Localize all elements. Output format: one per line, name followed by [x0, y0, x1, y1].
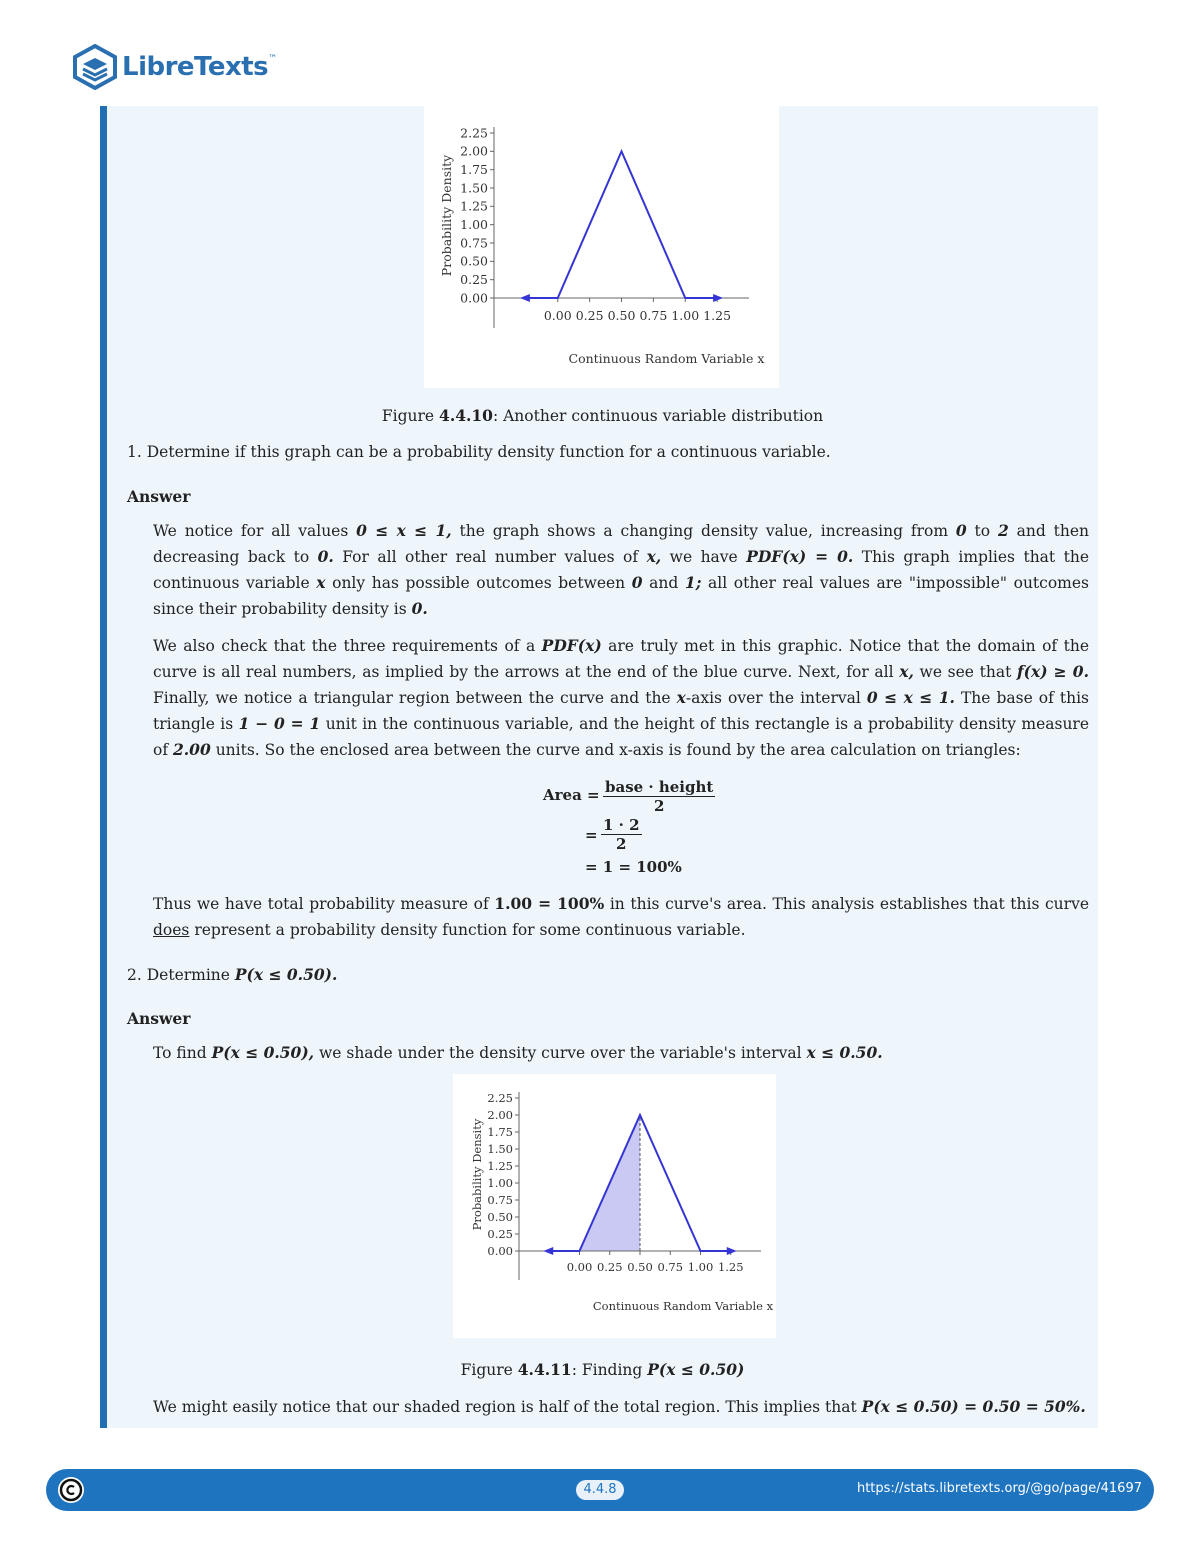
answer-2-paragraph-1: To find P(x ≤ 0.50), we shade under the density curve over the variable's interval x ≤ 0.50. — [153, 1043, 883, 1062]
y-tick-label: 1.00 — [487, 1176, 513, 1191]
answer-1-paragraph-2: We also check that the three requirements of a PDF(x) are truly met in this graphic. Notice that the domain of the curve is all real numbers, as implied by the arrows at the end of the blue curve. Next, for all x, we see that f(x) ≥ 0. Finally, we notice a triangular region between the curve and the x-axis over the interval 0 ≤ x ≤ 1. The base of this triangle is 1 − 0 = 1 unit in the continuous variable, and the height of this rectangle is a probability density measure of 2.00 units. So the enclosed area between the curve and x-axis is found by the area calculation on triangles: — [153, 636, 1090, 759]
answer-label-1[interactable]: Answer — [127, 487, 191, 506]
x-tick-label: 0.00 — [543, 308, 572, 323]
caption-prefix: Figure — [381, 407, 440, 425]
y-tick-label: 2.25 — [487, 1091, 513, 1106]
density-curve — [526, 151, 717, 298]
cc-icon-glyph — [58, 1477, 84, 1503]
x-tick-label: 1.25 — [717, 1260, 744, 1274]
caption-text: : Another continuous variable distribution — [492, 407, 824, 425]
figure-2 — [453, 1074, 776, 1338]
y-tick-label: 2.25 — [460, 125, 488, 141]
x-tick-label: 0.50 — [627, 1260, 653, 1274]
x-tick-label: 1.25 — [703, 308, 732, 323]
y-tick-label: 0.50 — [460, 253, 488, 269]
conclusion-paragraph: We might easily notice that our shaded region is half of the total region. This implies that P(x ≤ 0.50) = 0.50 = 50%. — [153, 1397, 1086, 1416]
x-tick-label: 1.00 — [687, 1260, 714, 1274]
right-arrow-icon — [713, 294, 723, 302]
y-tick-label: 1.00 — [460, 217, 488, 233]
x-tick-label: 0.25 — [596, 1260, 623, 1274]
answer-1-paragraph-3: Thus we have total probability measure of 1.00 = 100% in this curve's area. This analysis establishes that this curve does represent a probability density function for some continuous variable. — [153, 894, 1089, 939]
figure-1 — [424, 106, 779, 388]
y-tick-label: 0.25 — [460, 272, 488, 288]
y-tick-label: 2.00 — [460, 143, 488, 159]
caption-number: 4.4.10 — [439, 406, 493, 425]
eq-fraction-2: $\frac{1 \cdot 2}{2}$ — [603, 816, 640, 853]
question-2: 2. Determine P(x ≤ 0.50). — [127, 965, 338, 984]
libretexts-logo[interactable] — [72, 40, 277, 94]
y-tick-label: 0.25 — [487, 1227, 513, 1242]
figure-2-caption: Figure 4.4.11: Finding P(x ≤ 0.50) — [460, 1360, 745, 1379]
y-tick-label: 0.50 — [487, 1210, 513, 1225]
y-tick-label: 1.75 — [460, 162, 488, 178]
figure-2-chart — [453, 1074, 776, 1338]
page-footer — [46, 1469, 1154, 1511]
y-axis-label: Probability Density — [439, 154, 454, 277]
x-tick-label: 0.50 — [607, 308, 636, 323]
right-arrow-icon — [727, 1247, 737, 1255]
x-tick-label: 0.25 — [575, 308, 604, 323]
left-arrow-icon — [543, 1247, 553, 1255]
question-number: 1. — [127, 443, 142, 461]
page-number: 4.4.8 — [576, 1480, 624, 1500]
x-axis-label: Continuous Random Variable x — [592, 1299, 774, 1313]
y-tick-label: 1.25 — [487, 1159, 513, 1174]
y-tick-label: 1.75 — [487, 1125, 513, 1140]
y-tick-label: 2.00 — [487, 1108, 513, 1123]
content-box — [100, 106, 1098, 1428]
answer-1-paragraph-1: We notice for all values 0 ≤ x ≤ 1, the graph shows a changing density value, increasing from 0 to 2 and then decreasing back to 0. For all other real number values of x, we have PDF(x) = 0. This graph implies that the continuous variable x only has possible outcomes between 0 and 1; all other real values are "impossible" outcomes since their probability density is 0. — [153, 521, 1090, 618]
y-tick-label: 1.50 — [487, 1142, 513, 1157]
y-tick-label: 0.75 — [460, 235, 488, 251]
page-url-link[interactable]: https://stats.libretexts.org/@go/page/41697 — [856, 1481, 1142, 1496]
eq-equals-2: = — [585, 826, 598, 844]
libretexts-logo-icon — [72, 44, 118, 90]
x-tick-label: 1.00 — [671, 308, 700, 323]
y-tick-label: 0.00 — [460, 290, 488, 306]
figure-1-chart — [424, 106, 779, 388]
eq-line-3: = 1 = 100% — [585, 858, 682, 876]
answer-label-2[interactable]: Answer — [127, 1009, 191, 1028]
x-tick-label: 0.75 — [657, 1260, 684, 1274]
question-1 — [127, 443, 831, 461]
y-tick-label: 0.75 — [487, 1193, 513, 1208]
logo-trademark: ™ — [268, 54, 278, 64]
y-tick-label: 1.50 — [460, 180, 488, 196]
x-tick-label: 0.75 — [639, 308, 668, 323]
x-tick-label: 0.00 — [566, 1260, 593, 1274]
y-tick-label: 0.00 — [487, 1244, 513, 1259]
eq-lhs: Area = — [543, 786, 600, 804]
figure-1-caption — [107, 406, 1098, 425]
creative-commons-icon[interactable] — [58, 1477, 84, 1503]
question-text: Determine if this graph can be a probability density function for a continuous variable. — [146, 443, 831, 461]
x-axis-label: Continuous Random Variable x — [568, 351, 765, 366]
y-axis-label: Probability Density — [470, 1118, 484, 1231]
eq-fraction-1: base · height 2 — [605, 778, 714, 815]
y-tick-label: 1.25 — [460, 198, 488, 214]
left-arrow-icon — [520, 294, 530, 302]
logo-text: LibreTexts — [122, 52, 269, 82]
